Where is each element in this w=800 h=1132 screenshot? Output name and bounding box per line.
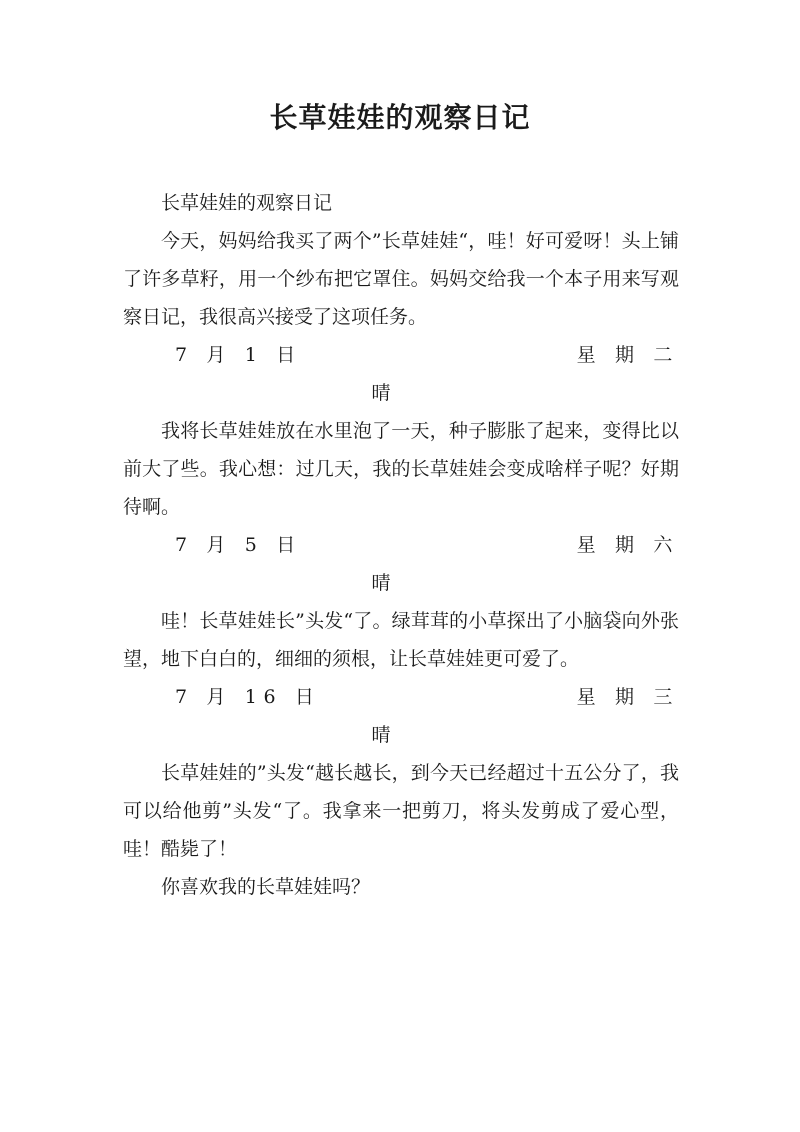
entry-1-text: 我将长草娃娃放在水里泡了一天，种子膨胀了起来，变得比以前大了些。我心想：过几天，我的长草娃娃会变成啥样子呢？好期待啊。 bbox=[123, 420, 679, 518]
entry-2-weekday: 星 期 六 bbox=[576, 534, 679, 556]
intro-heading: 长草娃娃的观察日记 bbox=[161, 192, 333, 214]
entry-3-weather: 晴 bbox=[371, 724, 391, 746]
document-title: 长草娃娃的观察日记 bbox=[269, 101, 531, 134]
entry-1-date: 7 月 1 日 bbox=[175, 344, 302, 366]
intro-paragraph: 今天，妈妈给我买了两个”长草娃娃“，哇！好可爱呀！头上铺了许多草籽，用一个纱布把它罩住。妈妈交给我一个本子用来写观察日记，我很高兴接受了这项任务。 bbox=[123, 230, 679, 328]
closing-question: 你喜欢我的长草娃娃吗？ bbox=[161, 876, 371, 898]
entry-2-weather: 晴 bbox=[371, 572, 391, 594]
entry-3-weekday: 星 期 三 bbox=[576, 686, 679, 708]
entry-1-weekday: 星 期 二 bbox=[576, 344, 679, 366]
entry-3-text: 长草娃娃的”头发“越长越长，到今天已经超过十五公分了，我可以给他剪”头发“了。我拿来一把剪刀，将头发剪成了爱心型，哇！酷毙了！ bbox=[123, 762, 679, 860]
entry-2-date: 7 月 5 日 bbox=[175, 534, 302, 556]
document-body bbox=[123, 184, 679, 906]
entry-2-text: 哇！长草娃娃长”头发“了。绿茸茸的小草探出了小脑袋向外张望，地下白白的，细细的须根，让长草娃娃更可爱了。 bbox=[123, 610, 679, 670]
entry-3-date: 7 月 16 日 bbox=[175, 686, 321, 708]
entry-3-dateline bbox=[123, 678, 679, 716]
entry-2-dateline bbox=[123, 526, 679, 564]
entry-1-weather: 晴 bbox=[371, 382, 391, 404]
entry-1-dateline bbox=[123, 336, 679, 374]
